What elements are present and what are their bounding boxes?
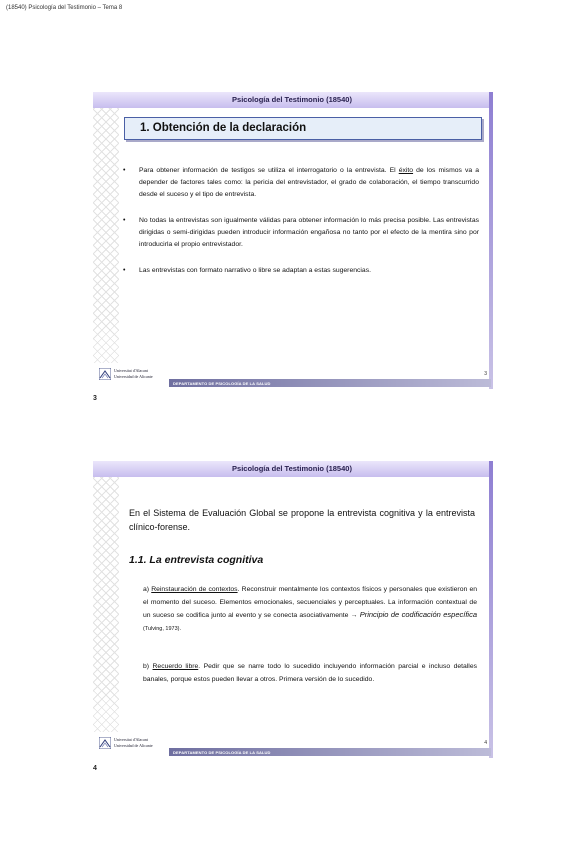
slide-title-bar: [93, 461, 491, 477]
logo-text-spanish: Universidad de Alicante: [114, 743, 153, 748]
course-title: Psicología del Testimonio (18540): [232, 464, 352, 473]
slide-3: [93, 92, 493, 389]
page-number: 4: [93, 765, 97, 772]
university-logo-icon: [99, 737, 111, 749]
bullet-item: • Las entrevistas con formato narrativo o libre se adaptan a estas sugerencias.: [123, 265, 479, 277]
item-prefix: a): [143, 586, 152, 593]
section-heading-box: [124, 117, 482, 140]
university-logo-icon: [99, 368, 111, 380]
section-heading: 1. Obtención de la declaración: [140, 122, 307, 134]
term: Recuerdo libre: [152, 663, 199, 670]
department-strip: [169, 379, 491, 387]
document-header: (18540) Psicología del Testimonio – Tema 8: [6, 5, 123, 11]
logo-text-valencian: Universitat d'Alacant: [114, 737, 148, 742]
term: Reinstauración de contextos: [151, 586, 238, 593]
principle-name: Principio de codificación específica: [359, 610, 477, 619]
citation: (Tulving, 1973).: [143, 625, 182, 632]
item-prefix: b): [143, 663, 153, 670]
bullet-list: [123, 165, 479, 277]
slide-number: 4: [484, 740, 487, 746]
slide-accent-border: [489, 92, 493, 389]
department-name: DEPARTAMENTO DE PSICOLOGÍA DE LA SALUD: [173, 380, 271, 386]
university-logo: [99, 735, 169, 753]
paragraph-b: [143, 661, 477, 686]
bullet-item: [123, 165, 479, 201]
department-name: DEPARTAMENTO DE PSICOLOGÍA DE LA SALUD: [173, 749, 271, 755]
course-title: Psicología del Testimonio (18540): [232, 95, 352, 104]
slide-number: 3: [484, 371, 487, 377]
decorative-sidebar-pattern: [93, 108, 119, 363]
slide-footer: [93, 361, 491, 389]
paragraph-body: . Pedir que se narre todo lo sucedido incluyendo información parcial e incluso detalles banales, porque estos pueden llevar a otros. Primera versión de lo sucedido.: [143, 663, 477, 683]
bullet-item: • No todas la entrevistas son igualmente válidas para obtener información lo más precisa posible. Las entrevistas dirigidas o semi-dirigidas pueden introducir información engañosa no tanto por el efecto de la mentira sino por introducirla el propio entrevistador.: [123, 215, 479, 251]
logo-text-valencian: Universitat d'Alacant: [114, 368, 148, 373]
department-strip: [169, 748, 491, 756]
page-number: 3: [93, 395, 97, 402]
logo-text-spanish: Universidad de Alicante: [114, 374, 153, 379]
paragraph-body: . Reconstruir mentalmente los contextos físicos y personales que existieron en el momento del suceso. Elementos emocionales, secuenciales y perceptuales. La información contextual de un suceso se codifica junto al evento y se conecta asociativamente →: [143, 586, 477, 619]
decorative-sidebar-pattern: [93, 477, 119, 732]
bullet-text: de los mismos va a depender de factores tales como: la pericia del entrevistador, el grado de colaboración, el tiempo transcurrido desde el suceso y el tipo de entrevista.: [139, 167, 479, 198]
slide-4: [93, 461, 493, 758]
slide-accent-border: [489, 461, 493, 758]
paragraph-a: [143, 584, 477, 635]
slide-footer: [93, 730, 491, 758]
university-logo: [99, 366, 169, 384]
emphasis-word: éxito: [398, 167, 414, 174]
bullet-text: Para obtener información de testigos se utiliza el interrogatorio o la entrevista. El: [139, 167, 399, 174]
slide-title-bar: [93, 92, 491, 108]
intro-paragraph: En el Sistema de Evaluación Global se propone la entrevista cognitiva y la entrevista clínico-forense.: [129, 508, 475, 532]
subsection-heading: 1.1. La entrevista cognitiva: [129, 554, 264, 566]
